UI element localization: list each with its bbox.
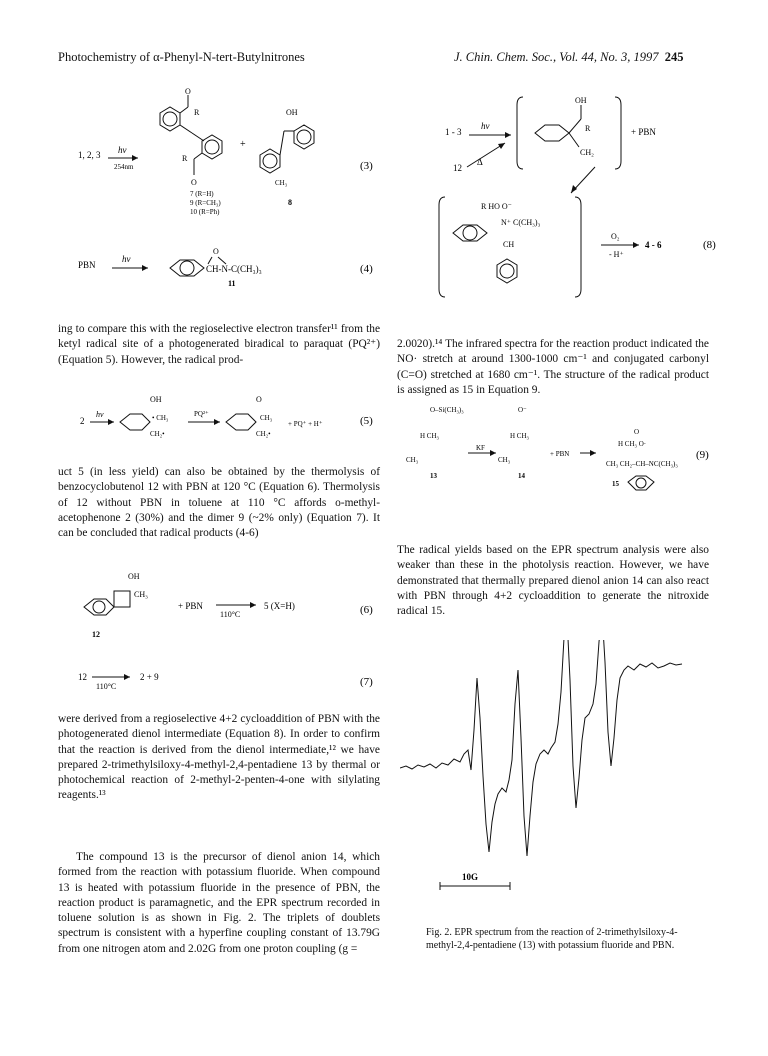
svg-text:OH: OH [575,96,587,105]
svg-text:CH₂•: CH₂• [150,430,165,438]
eq9-number: (9) [696,449,709,461]
svg-text:H CH₃: H CH₃ [510,432,529,440]
paragraph-left-3: were derived from a regioselective 4+2 cycloaddition of PBN with the photogenerated dienol intermediate (Equation 8). In order to confirm that the reaction is derived from the dienol intermediate,¹² we have prepared 2-trimethylsiloxy-4-methyl-2,4-pentadiene 13 by thermal or photochemical reaction of 2-methyl-2-penten-4-one with silylating reagents.¹³ [58,713,380,802]
eq6-label-12: 12 [92,630,100,639]
svg-text:O: O [185,87,191,96]
equation-8-structure [435,85,735,305]
svg-text:+: + [240,139,246,150]
eq8-reagent: + PBN [631,127,656,137]
paragraph-left-1: ing to compare this with the regioselective electron transfer¹¹ from the ketyl radical site of a photogenerated biradical to paraquat (PQ²⁺) (Equation 5). However, the radical prod- [58,323,380,366]
eq8-reactant-1: 1 - 3 [445,127,462,137]
svg-text:R: R [585,124,591,133]
eq7-reactant: 12 [78,672,87,682]
eq5-reagent: PQ²⁺ [194,410,209,418]
equation-4-structure [70,230,380,290]
eq8-condition-hv: hν [481,121,490,131]
svg-text:O: O [213,247,219,256]
svg-text:CH₂•: CH₂• [256,430,271,438]
eq7-condition: 110°C [96,682,117,691]
eq3-label-9: 9 (R=CH₃) [190,199,221,207]
eq5-number: (5) [360,415,373,427]
svg-text:• CH₃: • CH₃ [152,414,169,422]
scale-bar-label: 10G [462,872,479,882]
paragraph-right-1: 2.0020).¹⁴ The infrared spectra for the reaction product indicated the NO· stretch at around 1300-1000 cm⁻¹ and conjugated carbonyl (C=O) stretched at 1680 cm⁻¹. The structure of the radical product is assigned as 15 in Equation 9. [397,338,709,396]
eq4-label-11: 11 [228,279,236,288]
svg-text:OH: OH [286,108,298,117]
svg-text:CH₃: CH₃ [406,456,419,464]
eq6-condition: 110°C [220,610,241,619]
svg-text:R HO O⁻: R HO O⁻ [481,202,512,211]
equation-4 [70,230,380,290]
svg-text:O: O [256,395,262,404]
paragraph-right-2: The radical yields based on the EPR spectrum analysis were also weaker than these in the photolysis reaction. However, we have demonstrated that thermally prepared dienol anion 14 can also react with PBN through 4+2 cycloaddition to generate the nitroxide radical 15. [397,544,709,618]
epr-spectrum-figure [400,640,720,900]
journal-name: J. Chin. Chem. Soc., Vol. 44, No. 3, 1997 [454,50,659,64]
eq3-reactants: 1, 2, 3 [78,150,101,160]
svg-text:CH: CH [503,240,515,249]
eq8-number: (8) [703,239,716,251]
eq4-condition: hν [122,254,131,264]
eq4-number: (4) [360,263,373,275]
svg-text:CH₃ CH₂–CH–NC(CH₃)₃: CH₃ CH₂–CH–NC(CH₃)₃ [606,460,678,468]
eq3-label-10: 10 (R=Ph) [190,208,220,216]
svg-text:CH₂: CH₂ [580,148,594,157]
eq9-label-15: 15 [612,480,619,488]
eq8-condition-heat: Δ [477,157,483,167]
eq3-label-8: 8 [288,198,292,207]
equation-7 [70,665,380,695]
paragraph-left-2: uct 5 (in less yield) can also be obtained by the thermolysis of benzocyclobutenol 12 with PBN at 120 °C (Equation 6). Thermolysis of 12 without PBN in toluene at 110 °C affords o-methyl-acetophenone 2 (30%) and the dimer 9 (~2% only) (Equation 7). It can be concluded that radical products (4-6) [58,466,380,540]
svg-text:R: R [194,108,200,117]
eq9-label-14: 14 [518,472,525,480]
svg-text:O–Si(CH₃)₃: O–Si(CH₃)₃ [430,406,464,414]
svg-text:CH₃: CH₃ [134,590,148,599]
eq5-products: + PQ⁺ + H⁺ [288,420,323,428]
figure-caption: Fig. 2. EPR spectrum from the reaction of 2-trimethylsiloxy-4-methyl-2,4-pentadiene (13) with potassium fluoride and PBN. [426,927,678,951]
eq8-reactant-12: 12 [453,163,462,173]
eq6-number: (6) [360,604,373,616]
page-number: 245 [664,50,684,64]
eq9-label-13: 13 [430,472,437,480]
eq6-product: 5 (X=H) [264,601,295,611]
svg-text:H CH₃: H CH₃ [420,432,439,440]
eq8-condition-o2: O₂ [611,232,620,241]
eq7-products: 2 + 9 [140,672,159,682]
equation-9-structure [400,398,730,518]
journal-citation [454,50,684,65]
eq9-reagent: + PBN [550,450,570,458]
eq8-product: 4 - 6 [645,240,662,250]
equation-6 [70,565,380,655]
epr-spectrum-plot [400,640,720,900]
equation-7-structure [70,665,380,695]
eq8-condition-deprotonation: - H⁺ [609,250,624,259]
eq9-condition: KF [476,444,485,452]
epr-spectrum-trace [400,640,682,856]
eq4-reactant: PBN [78,260,96,270]
equation-3-structure [70,85,380,220]
eq3-condition-hv: hν [118,145,127,155]
svg-text:N⁺ C(CH₃)₃: N⁺ C(CH₃)₃ [501,218,541,227]
equation-5-structure [70,390,380,450]
equation-8 [435,85,735,305]
svg-text:O: O [191,178,197,187]
svg-text:H CH₃ O·: H CH₃ O· [618,440,647,448]
svg-text:CH₃: CH₃ [260,414,273,422]
equation-3 [70,85,380,220]
eq5-condition: hν [96,410,104,419]
svg-text:OH: OH [150,395,162,404]
paragraph-left-4: The compound 13 is the precursor of dienol anion 14, which formed from the reaction with potassium fluoride. When compound 13 is heated with potassium fluoride in the presence of PBN, the reaction product is paramagnetic, and the EPR spectrum recorded in toluene solution is as shown in Fig. 2. The triplets of doublets spectrum is consistent with a hyperfine coupling constant of 13.79G from one nitrogen atom and 2.02G from one proton coupling (g = [58,851,380,955]
svg-text:OH: OH [128,572,140,581]
running-header: Photochemistry of α-Phenyl-N-tert-Butylnitrones [58,50,305,64]
eq3-condition-wavelength: 254nm [114,163,134,171]
equation-9 [400,398,730,518]
eq4-product: CH-N-C(CH₃)₃ [206,264,262,274]
eq6-reagent: + PBN [178,601,203,611]
eq3-label-7: 7 (R=H) [190,190,214,198]
equation-5 [70,390,380,450]
svg-text:O: O [634,428,640,436]
equation-6-structure [70,565,380,655]
svg-text:CH₃: CH₃ [275,179,288,187]
eq7-number: (7) [360,676,373,688]
svg-text:R: R [182,154,188,163]
eq3-number: (3) [360,160,373,172]
svg-text:O⁻: O⁻ [518,406,527,414]
eq5-reactant: 2 [80,416,85,426]
svg-text:CH₃: CH₃ [498,456,511,464]
